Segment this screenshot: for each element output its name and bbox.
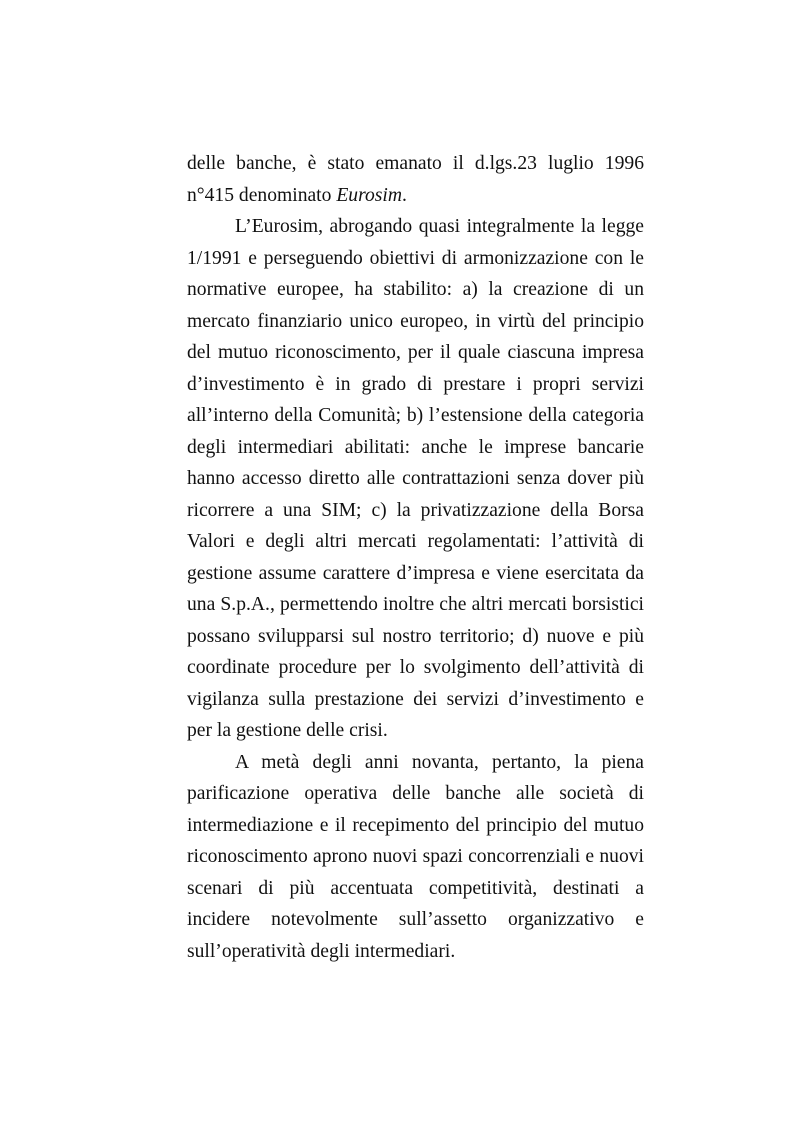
- paragraph-continuation: [187, 148, 644, 211]
- eurosim-italic-term: Eurosim: [336, 184, 403, 206]
- paragraph-1-text: delle banche, è stato emanato il d.lgs.23 luglio 1996 n°415 denominato: [187, 153, 644, 206]
- paragraph-1-end: .: [402, 184, 407, 206]
- document-page: [187, 148, 644, 967]
- paragraph-eurosim: L’Eurosim, abrogando quasi integralmente la legge 1/1991 e perseguendo obiettivi di armonizzazione con le normative europee, ha stabilito: a) la creazione di un mercato finanziario unico europeo, in virtù del principio del mutuo riconoscimento, per il quale ciascuna impresa d’investimento è in grado di prestare i propri servizi all’interno della Comunità; b) l’estensione della categoria degli intermediari abilitati: anche le imprese bancarie hanno accesso diretto alle contrattazioni senza dover più ricorrere a una SIM; c) la privatizzazione della Borsa Valori e degli altri mercati regolamentati: l’attività di gestione assume carattere d’impresa e viene esercitata da una S.p.A., permettendo inoltre che altri mercati borsistici possano svilupparsi sul nostro territorio; d) nuove e più coordinate procedure per lo svolgimento dell’attività di vigilanza sulla prestazione dei servizi d’investimento e per la gestione delle crisi.: [187, 216, 644, 741]
- paragraph-meta-anni-novanta: A metà degli anni novanta, pertanto, la piena parificazione operativa delle banche alle società di intermediazione e il recepimento del principio del mutuo riconoscimento aprono nuovi spazi concorrenziali e nuovi scenari di più accentuata competitività, destinati a incidere notevolmente sull’assetto organizzativo e sull’operatività degli intermediari.: [187, 751, 644, 962]
